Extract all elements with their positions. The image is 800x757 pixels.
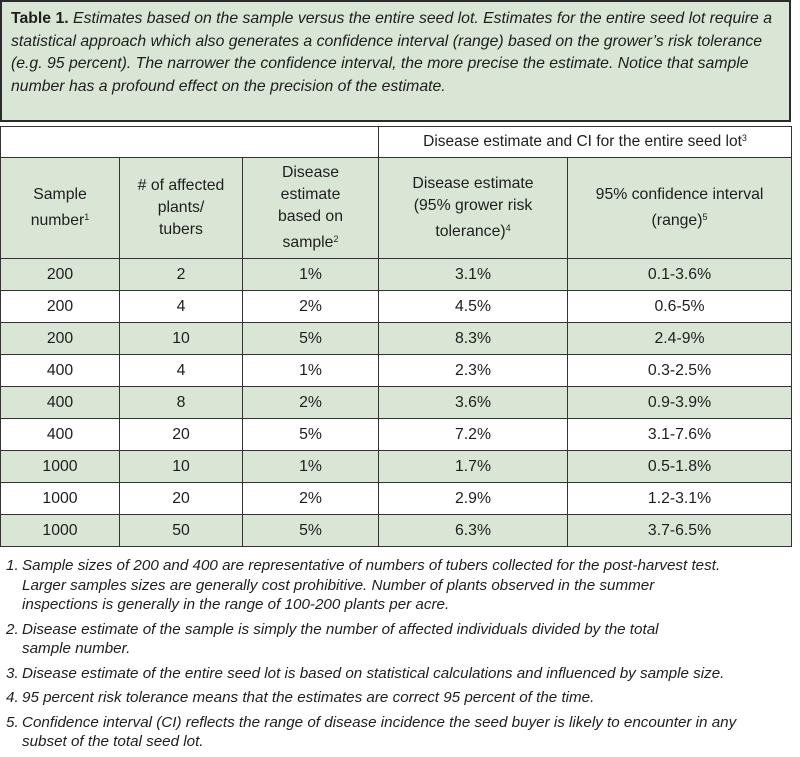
column-header-sup: 5 [702, 212, 708, 222]
column-header-line: # of affected [137, 177, 225, 194]
table-cell: 2% [243, 483, 379, 515]
table-cell: 400 [1, 387, 120, 419]
footnotes [6, 556, 791, 757]
column-header-line: (95% grower risk [413, 197, 533, 214]
table-row [1, 355, 792, 387]
column-header-line: plants/ [157, 199, 205, 216]
column-header-line: tubers [159, 221, 203, 238]
table-cell: 200 [1, 291, 120, 323]
column-header-4 [379, 158, 568, 259]
table-cell: 1% [243, 355, 379, 387]
footnote-line: Larger samples sizes are generally cost prohibitive. Number of plants observed in the summer [22, 576, 655, 594]
table-cell: 3.6% [379, 387, 568, 419]
column-header-row [1, 158, 792, 259]
footnote [6, 664, 791, 684]
table-cell: 4 [120, 291, 243, 323]
table-cell: 200 [1, 323, 120, 355]
table-cell: 10 [120, 323, 243, 355]
footnote-line: Confidence interval (CI) reflects the range of disease incidence the seed buyer is likely to encounter in any [22, 713, 737, 731]
table-cell: 6.3% [379, 515, 568, 547]
column-header-line: tolerance) [435, 223, 506, 240]
column-header-line: number [30, 212, 85, 229]
table-cell: 0.5-1.8% [568, 451, 792, 483]
footnote-text [22, 664, 791, 684]
table-cell: 2.4-9% [568, 323, 792, 355]
table-cell: 2.3% [379, 355, 568, 387]
table-row [1, 387, 792, 419]
column-header-5 [568, 158, 792, 259]
table-cell: 50 [120, 515, 243, 547]
table-cell: 1000 [1, 515, 120, 547]
footnote-text [22, 620, 791, 659]
table-cell: 400 [1, 419, 120, 451]
table-cell: 4 [120, 355, 243, 387]
footnote-line: 95 percent risk tolerance means that the estimates are correct 95 percent of the time. [22, 689, 595, 706]
table-cell: 0.3-2.5% [568, 355, 792, 387]
column-header-line: estimate [280, 186, 341, 203]
estimates-table [0, 126, 792, 547]
group-header-row [1, 127, 792, 158]
table-cell: 5% [243, 323, 379, 355]
column-header-line: Disease [281, 164, 340, 181]
footnote-text [22, 688, 791, 708]
table-cell: 5% [243, 419, 379, 451]
table-caption [0, 0, 791, 122]
table-cell: 1.2-3.1% [568, 483, 792, 515]
column-header-line: 95% confidence interval [595, 186, 764, 203]
footnote-number: 2. [6, 620, 19, 638]
footnote [6, 620, 791, 659]
column-header-line: sample [282, 234, 334, 251]
column-header-sup: 1 [84, 212, 90, 222]
column-header-1 [1, 158, 120, 259]
column-header-2 [120, 158, 243, 259]
table-cell: 1% [243, 259, 379, 291]
table-cell: 1000 [1, 483, 120, 515]
footnote-text [22, 713, 791, 752]
column-header-3 [243, 158, 379, 259]
caption-text: Estimates based on the sample versus the entire seed lot. Estimates for the entire seed lot require a statistical approach which also generates a confidence interval (range) based on the grower’s risk tolerance (e.g. 95 percent). The narrower the confidence interval, the more precise the estimate. Notice that sample number has a profound effect on the precision of the estimate. [11, 10, 772, 95]
footnote-line: Sample sizes of 200 and 400 are representative of numbers of tubers collected for the post-harvest test. [22, 557, 721, 574]
column-header-sup: 2 [333, 234, 339, 244]
table-cell: 20 [120, 483, 243, 515]
table-row [1, 483, 792, 515]
table-cell: 8.3% [379, 323, 568, 355]
column-header-line: Sample [33, 186, 87, 203]
table-cell: 3.1-7.6% [568, 419, 792, 451]
footnote-line: subset of the total seed lot. [22, 733, 204, 750]
footnote [6, 556, 791, 615]
group-header-sup: 3 [741, 133, 747, 143]
table-cell: 7.2% [379, 419, 568, 451]
footnote-number: 1. [6, 557, 19, 574]
table-cell: 2.9% [379, 483, 568, 515]
table-cell: 20 [120, 419, 243, 451]
group-header-cell [379, 127, 792, 158]
footnote [6, 713, 791, 752]
footnote-number: 4. [6, 689, 19, 706]
table-cell: 3.1% [379, 259, 568, 291]
table-cell: 8 [120, 387, 243, 419]
group-header-empty [1, 127, 379, 158]
table-cell: 2 [120, 259, 243, 291]
column-header-line: Disease estimate [412, 175, 534, 192]
footnote-number: 3. [6, 664, 19, 682]
footnote-line: Disease estimate of the sample is simply the number of affected individuals divided by the total [22, 620, 659, 638]
table-cell: 1% [243, 451, 379, 483]
footnote-line: Disease estimate of the entire seed lot is based on statistical calculations and influenced by sample size. [22, 664, 725, 682]
footnote-text [22, 556, 791, 615]
footnote-number: 5. [6, 713, 19, 731]
table-cell: 10 [120, 451, 243, 483]
table-row [1, 515, 792, 547]
table-cell: 4.5% [379, 291, 568, 323]
group-header-label: Disease estimate and CI for the entire seed lot [423, 133, 742, 150]
table-row [1, 419, 792, 451]
table-row [1, 291, 792, 323]
table-cell: 0.9-3.9% [568, 387, 792, 419]
table-row [1, 259, 792, 291]
column-header-sup: 4 [505, 223, 511, 233]
table-cell: 0.1-3.6% [568, 259, 792, 291]
column-header-line: based on [278, 208, 344, 225]
column-header-line: (range) [651, 212, 703, 229]
table-cell: 2% [243, 387, 379, 419]
table-cell: 0.6-5% [568, 291, 792, 323]
table-cell: 1000 [1, 451, 120, 483]
table-cell: 3.7-6.5% [568, 515, 792, 547]
table-cell: 200 [1, 259, 120, 291]
table-cell: 400 [1, 355, 120, 387]
table-row [1, 451, 792, 483]
caption-label: Table 1. [11, 10, 69, 27]
table-row [1, 323, 792, 355]
footnote [6, 688, 791, 708]
table-cell: 1.7% [379, 451, 568, 483]
footnote-line: inspections is generally in the range of 100-200 plants per acre. [22, 596, 450, 613]
footnote-line: sample number. [22, 640, 131, 657]
table-cell: 5% [243, 515, 379, 547]
table-cell: 2% [243, 291, 379, 323]
